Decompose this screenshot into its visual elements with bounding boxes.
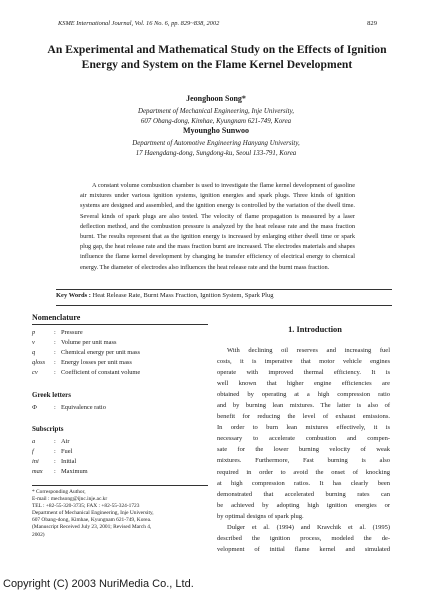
author-name: Jeonghoon Song* [186,94,246,103]
title-line: An Experimental and Mathematical Study on the Effects of Ignition [47,43,387,56]
nomenclature-item: p : Pressure [32,329,83,336]
symbol: p [32,329,36,336]
nomenclature-heading: Nomenclature [32,313,81,322]
keywords-label: Key Words : [56,292,91,299]
definition: Maximum [61,468,88,475]
body-line: and by burning lean mixtures. The latter is also of [217,402,390,410]
subscripts-list [32,437,202,477]
definition: Volume per unit mass [61,339,117,346]
author-affiliation [60,139,372,159]
symbol: max [32,468,43,475]
footnote-line: E-mail : mechsong@ijnc.inje.ac.kr [32,496,108,503]
body-line: necessary to accelerate combustion and compen- [217,435,390,443]
title-line: Energy and System on the Flame Kernel Development [81,58,353,71]
copyright-notice: Copyright (C) 2003 NuriMedia Co., Ltd. [3,578,194,590]
body-line: at high compression ratios. It has clearly been [217,479,390,487]
body-line: In order to burn lean mixtures effectively, it is [217,424,390,432]
nomenclature-item: f : Fuel [32,448,73,455]
body-line: be achieved by adopting high ignition energies or [217,501,390,509]
paper-title [46,42,388,72]
definition: Fuel [61,448,73,455]
body-line: With declining oil reserves and increasing fuel [227,347,390,354]
body-line: benefit for reducing the level of exhaust emissions. [217,413,390,421]
definition: Chemical energy per unit mass [61,349,141,356]
footnote-line: Department of Mechanical Engineering, Inje University, [32,510,154,517]
nomenclature-item: a : Air [32,438,70,445]
definition: Pressure [61,329,83,336]
introduction-heading: 1. Introduction [288,325,342,334]
body-line: velopment of initial flame kernel and simulated [217,545,390,553]
symbol: ini [32,458,39,465]
symbol: q [32,349,36,356]
symbol: v [32,339,35,346]
nomenclature-item: ini : Initial [32,458,77,465]
author-name: Myoungho Sunwoo [182,126,250,135]
body-line: costs, it is imperative that motor vehicle engines [217,358,390,366]
body-line: well known that higher engine efficiencies are [217,380,390,388]
nomenclature-item: cv : Coefficient of constant volume [32,369,141,376]
footnote-line: TEL : +82-55-320-3735; FAX : +82-55-324-1723 [32,503,140,510]
affiliation-line: Department of Mechanical Engineering, Inje University, [138,108,294,115]
page-number: 829 [367,20,377,27]
running-header: KSME International Journal, Vol. 16 No. 6, pp. 829~838, 2002 [58,20,220,27]
greek-letters-heading: Greek letters [32,391,71,399]
body-line: demonstrated that accelerated burning rates can [217,490,390,498]
symbol: a [32,438,36,445]
affiliation-line: 17 Haengdang-dong, Sungdong-ku, Seoul 133-791, Korea [135,150,297,157]
nomenclature-item: qloss : Energy losses per unit mass [32,359,132,366]
keywords-text: Heat Release Rate, Burnt Mass Fraction, Ignition System, Spark Plug [92,292,274,299]
affiliation-line: Department of Automotive Engineering Hanyang University, [132,140,300,147]
body-line: mixtures. Furthermore, Fast burning is also [217,457,390,465]
footnote-line: * Corresponding Author, [32,489,86,495]
symbol: qloss [32,359,46,366]
divider [32,485,208,486]
footnote-line: (Manuscript Received July 23, 2001; Revised March 4, [32,524,152,531]
nomenclature-list [32,328,202,378]
symbol: cv [32,369,38,376]
introduction-body [217,345,390,555]
body-line: by optimal designs of spark plug. [217,512,304,520]
definition: Coefficient of constant volume [61,369,141,376]
divider [56,305,392,306]
symbol: f [32,448,34,455]
body-line: Dulger et al. (1994) and Kravchik et al. (1995) [227,523,390,531]
affiliation-line: 607 Obang-dong, Kimhae, Kyungnam 621-749, Korea [140,118,292,125]
footnote-line: 2002) [32,531,45,538]
definition: Energy losses per unit mass [61,359,132,366]
definition: Equivalence ratio [61,404,106,411]
divider [56,289,392,290]
greek-letters-list [32,403,202,413]
nomenclature-item: q : Chemical energy per unit mass [32,349,141,356]
abstract: A constant volume combustion chamber is used to investigate the flame kernel development of gasoline air mixtures under various ignition systems, ignition energies and spark plugs. Three kinds of ignition systems are designed and assembled, and the ignition energy is controlled by the variation of the dwell time. Several kinds of spark plugs are also tested. The velocity of flame propagation is measured by a laser deflection method, and the combustion pressure is analyzed by the heat release rate and the mass fraction burnt. The results represent that as the ignition energy is increased by enlarging either dwell time or spark plug gap, the heat release rate and the mass fraction burnt are increased. The electrodes materials and shapes influence the flame kernel development by changing he transfer efficiency of electrical energy to chemical energy. The diameter of electrodes also influences the heat release rate and the burnt mass fraction. [80,182,355,271]
symbol: Φ [32,404,37,411]
body-line: operate with improved thermal efficiency. It is [217,369,390,377]
divider [32,324,208,325]
nomenclature-item: max : Maximum [32,468,88,475]
body-line: required in order to avoid the onset of knocking [217,468,390,476]
author-affiliation [60,107,372,127]
keywords [56,292,386,299]
nomenclature-item: Φ : Equivalence ratio [32,404,106,411]
nomenclature-item: v : Volume per unit mass [32,339,117,346]
body-line: sate for the lower burning velocity of weak [217,446,390,454]
footnote-line: 607 Obang-dong, Kimhae, Kyungnam 621-749, Korea. [32,517,152,524]
definition: Air [61,438,70,445]
definition: Initial [61,458,77,465]
body-line: described the ignition process, modeled the de- [217,534,390,542]
body-line: obtained by operating at a high compression ratio [217,391,390,399]
subscripts-heading: Subscripts [32,425,64,433]
corresponding-author-footnote [32,489,208,539]
